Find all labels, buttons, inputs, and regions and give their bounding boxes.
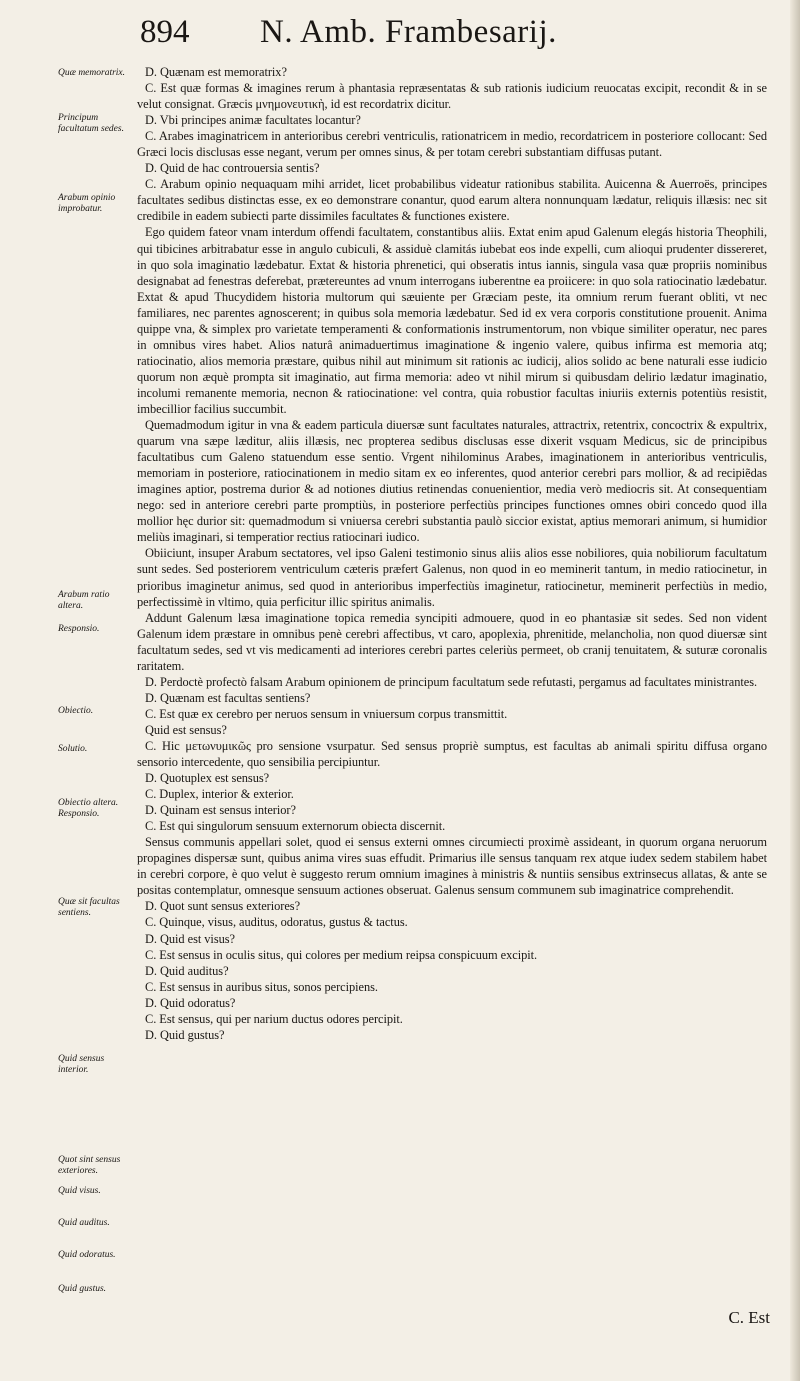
margin-note: Arabum ratio altera. [58, 590, 110, 611]
running-title: N. Amb. Frambesarij. [260, 14, 557, 50]
dialogue-answer: C. Arabum opinio nequaquam mihi arridet, licet probabilibus videatur rationibus stabilita. Auicenna & Auerroës, principes facultates sedibus distinctas esse, ex eo demonstrare conantur, quod earum altera nonnunquam lædatur, reliquis illæsis: nec sit credibile in eadem subiecti parte dissimiles facultates & functiones existere. [137, 177, 767, 224]
dialogue-question: D. Quid auditus? [145, 963, 229, 978]
dialogue-question: D. Perdoctè profectò falsam Arabum opinionem de principum facultatum sede refutasti, pergamus ad facultates ministrantes. [145, 674, 758, 689]
margin-note: Responsio. [58, 624, 100, 634]
body-paragraph: Obiiciunt, insuper Arabum sectatores, vel ipso Galeni testimonio sinus aliis alios esse nobiliores, quia nobiliorum facultatum sunt sedes. Sed posteriorem ventriculum cæteris præfert Galenus, non quod in eo meminerit tantum, in medio ratiocinetur, in prioribus imaginetur animus, sed quod in anterioribus imperfectiùs imaginetur, ratiocinetur, meminerit perfectiùs in medio, perfectissimè in vltimo, quia perficitur illic spiritus animalis. [137, 546, 767, 609]
dialogue-question: Quid est sensus? [145, 722, 227, 737]
margin-note: Quid sensus interior. [58, 1054, 105, 1075]
margin-note: Principum facultatum sedes. [58, 113, 124, 134]
scan-edge-shadow [790, 0, 800, 1381]
margin-note: Solutio. [58, 744, 88, 754]
dialogue-answer: C. Est sensus in oculis situs, qui colores per medium reipsa conspicuum excipit. [145, 947, 538, 962]
dialogue-question: D. Quotuplex est sensus? [145, 771, 270, 786]
dialogue-question: D. Quænam est facultas sentiens? [145, 690, 311, 705]
dialogue-question: D. Quid de hac controuersia sentis? [145, 161, 320, 176]
margin-note: Quid visus. [58, 1186, 101, 1196]
body-paragraph: Quemadmodum igitur in vna & eadem particula diuersæ sunt facultates naturales, attractrix, retentrix, concoctrix & expultrix, quarum vna sæpe læditur, aliis illæsis, nec propterea sedibus disclusas esse dixerit vsquam Medicus, sic de principibus facultatibus cum Galeno statuendum esse sentio. Vrgent nihilominus Arabes, imaginationem in anterioribus ventriculis, memoriam in posteriore, ratiocinationem in medio sitam ex eo inferentes, quod anterior cerebri pars mollior, & ad recipiẽdas imagines aptior, postrema durior & ad notiones diutius retinendas conuenientior, media verò mediocris sit. At consequentiam nego: sed in anteriore cerebri parte promptiùs, in posteriore perfectiùs principes functiones omnes obiri concedo quod illa mollior hęc durior sit: quemadmodum si vniuersa cerebri substantia paulò siccior existat, aptius memorari animum, si humidior meliùs imaginari, si temperatior rectius ratiocinari iudico. [137, 418, 767, 545]
margin-note: Quid auditus. [58, 1218, 110, 1228]
dialogue-answer: C. Duplex, interior & exterior. [145, 787, 294, 802]
margin-note: Quæ memoratrix. [58, 68, 126, 78]
dialogue-question: D. Quinam est sensus interior? [145, 803, 296, 818]
dialogue-answer: C. Hic μετωνυμικῶς pro sensione vsurpatur. Sed sensus propriè sumptus, est facultas ab animali spiritu diffusa organo sensorio intercedente, quo sensibilia percipiuntur. [137, 738, 767, 770]
dialogue-answer: C. Arabes imaginatricem in anterioribus cerebri ventriculis, rationatricem in medio, recordatricem in posteriore collocant: Sed Græci locis disclusas esse negant, verum per omnes sinus, & per totam cerebri substantiam diffusas putant. [137, 129, 767, 160]
body-paragraph: Ego quidem fateor vnam interdum offendi facultatem, constantibus aliis. Extat enim apud Galenum elegás historia Theophili, qui tibicines arbitrabatur esse in angulo cubiculi, & assiduè clamitás iubebat eos inde expelli, cum alioqui prudenter dissereret, in quo sola imaginatio lædebatur. Extat & historia phrenetici, qui obseratis intus iannis, singula vasa quæ propriis nominibus designabat ad fenestras deferebat, prætereuntes ad vnum interrogans iuberentne ea proiicere: in quo sola ratiocinatio lædebatur. Extat & apud Thucydidem historia multorum qui sæuiente per Græciam peste, ita omnium rerum fuerant obliti, vt nec familiares, nec parentes agnoscerent; in quibus sola memoria lædebatur. Sed id ex vera corporis constitutione prouenit. Anima quippe vna, & simplex pro varietate temperamenti & conformationis instrumentorum, non vbique similiter operatur, nec pares in omnibus vires habet. Alios naturâ animaduertimus imaginatione & ingenio valere, quibus infirma est memoria atq; ratiocinatio, alios memoria præstare, quibus nihil aut minimum sit rationis ac iudicij, alios solido ac bene naturali esse iudicio quorum non æquè prompta sit imaginatio, aut firma memoria: adeo vt nihil mirum si quibusdam delirio lædatur imaginatio, incolumi remanente memoria, necnon & ratiocinatione: vel contra, quia robustior facultas iniuriis externis potentiùs resistit, imbecillior facilius succumbit. [137, 225, 767, 416]
body-paragraph: Addunt Galenum læsa imaginatione topica remedia syncipiti admouere, quod in eo phantasiæ sit sedes. Sed non vident Galenum idem præstare in omnibus penè cerebri affectibus, vt caro, apoplexia, phrenitide, melancholia, non quod diuersæ sint facultatum sedes, sed vt vis medicamenti ad interiores cerebri partes celeriùs permeet, ob cranij tenuitatem, & suturæ coronalis raritatem. [137, 610, 767, 673]
margin-notes [0, 0, 130, 1381]
body-text [137, 64, 767, 1043]
dialogue-answer: C. Est quæ formas & imagines rerum à phantasia repræsentatas & sub rationis iudicium reuocatas excipit, recondit & in se velut consignat. Græcis μνημονευτικὴ, id est recordatrix dicitur. [137, 81, 767, 112]
margin-note: Quid odoratus. [58, 1250, 116, 1260]
dialogue-question: D. Vbi principes animæ facultates locantur? [145, 113, 361, 128]
page-header [140, 14, 670, 58]
page-number: 894 [140, 14, 190, 50]
dialogue-answer: C. Est sensus in auribus situs, sonos percipiens. [145, 979, 378, 994]
margin-note: Quot sint sensus exteriores. [58, 1155, 121, 1176]
margin-note: Quid gustus. [58, 1284, 107, 1294]
dialogue-question: D. Quænam est memoratrix? [145, 65, 287, 79]
dialogue-question: D. Quid est visus? [145, 931, 235, 946]
margin-note: Arabum opinio improbatur. [58, 193, 116, 214]
dialogue-answer: C. Est sensus, qui per narium ductus odores percipit. [145, 1011, 403, 1026]
dialogue-answer: C. Est quæ ex cerebro per neruos sensum in vniuersum corpus transmittit. [145, 706, 508, 721]
margin-note: Obiectio altera. Responsio. [58, 798, 119, 819]
catchword: C. Est [728, 1308, 770, 1327]
body-paragraph: Sensus communis appellari solet, quod ei sensus externi omnes circumiecti proximè assideant, in quorum organa neruorum propagines dispersæ sunt, quibus anima vires suas effudit. Primarius ille sensus tanquam rex atque iudex sedem stabilem habet in cerebri corpore, è quo velut è suggesto rerum omnium imagines à ministris & nuntiis sensibus extrinsecus allatas, & ante se positas contemplatur, omnesque sensuum actiones obseruat. Galenus sensum communem sub imaginatrice comprehendit. [137, 835, 767, 898]
dialogue-answer: C. Quinque, visus, auditus, odoratus, gustus & tactus. [145, 915, 408, 930]
dialogue-question: D. Quid gustus? [145, 1027, 225, 1042]
margin-note: Obiectio. [58, 706, 94, 716]
margin-note: Quæ sit facultas sentiens. [58, 897, 120, 918]
dialogue-question: D. Quot sunt sensus exteriores? [145, 899, 301, 914]
dialogue-answer: C. Est qui singulorum sensuum externorum obiecta discernit. [145, 819, 446, 834]
dialogue-question: D. Quid odoratus? [145, 995, 236, 1010]
